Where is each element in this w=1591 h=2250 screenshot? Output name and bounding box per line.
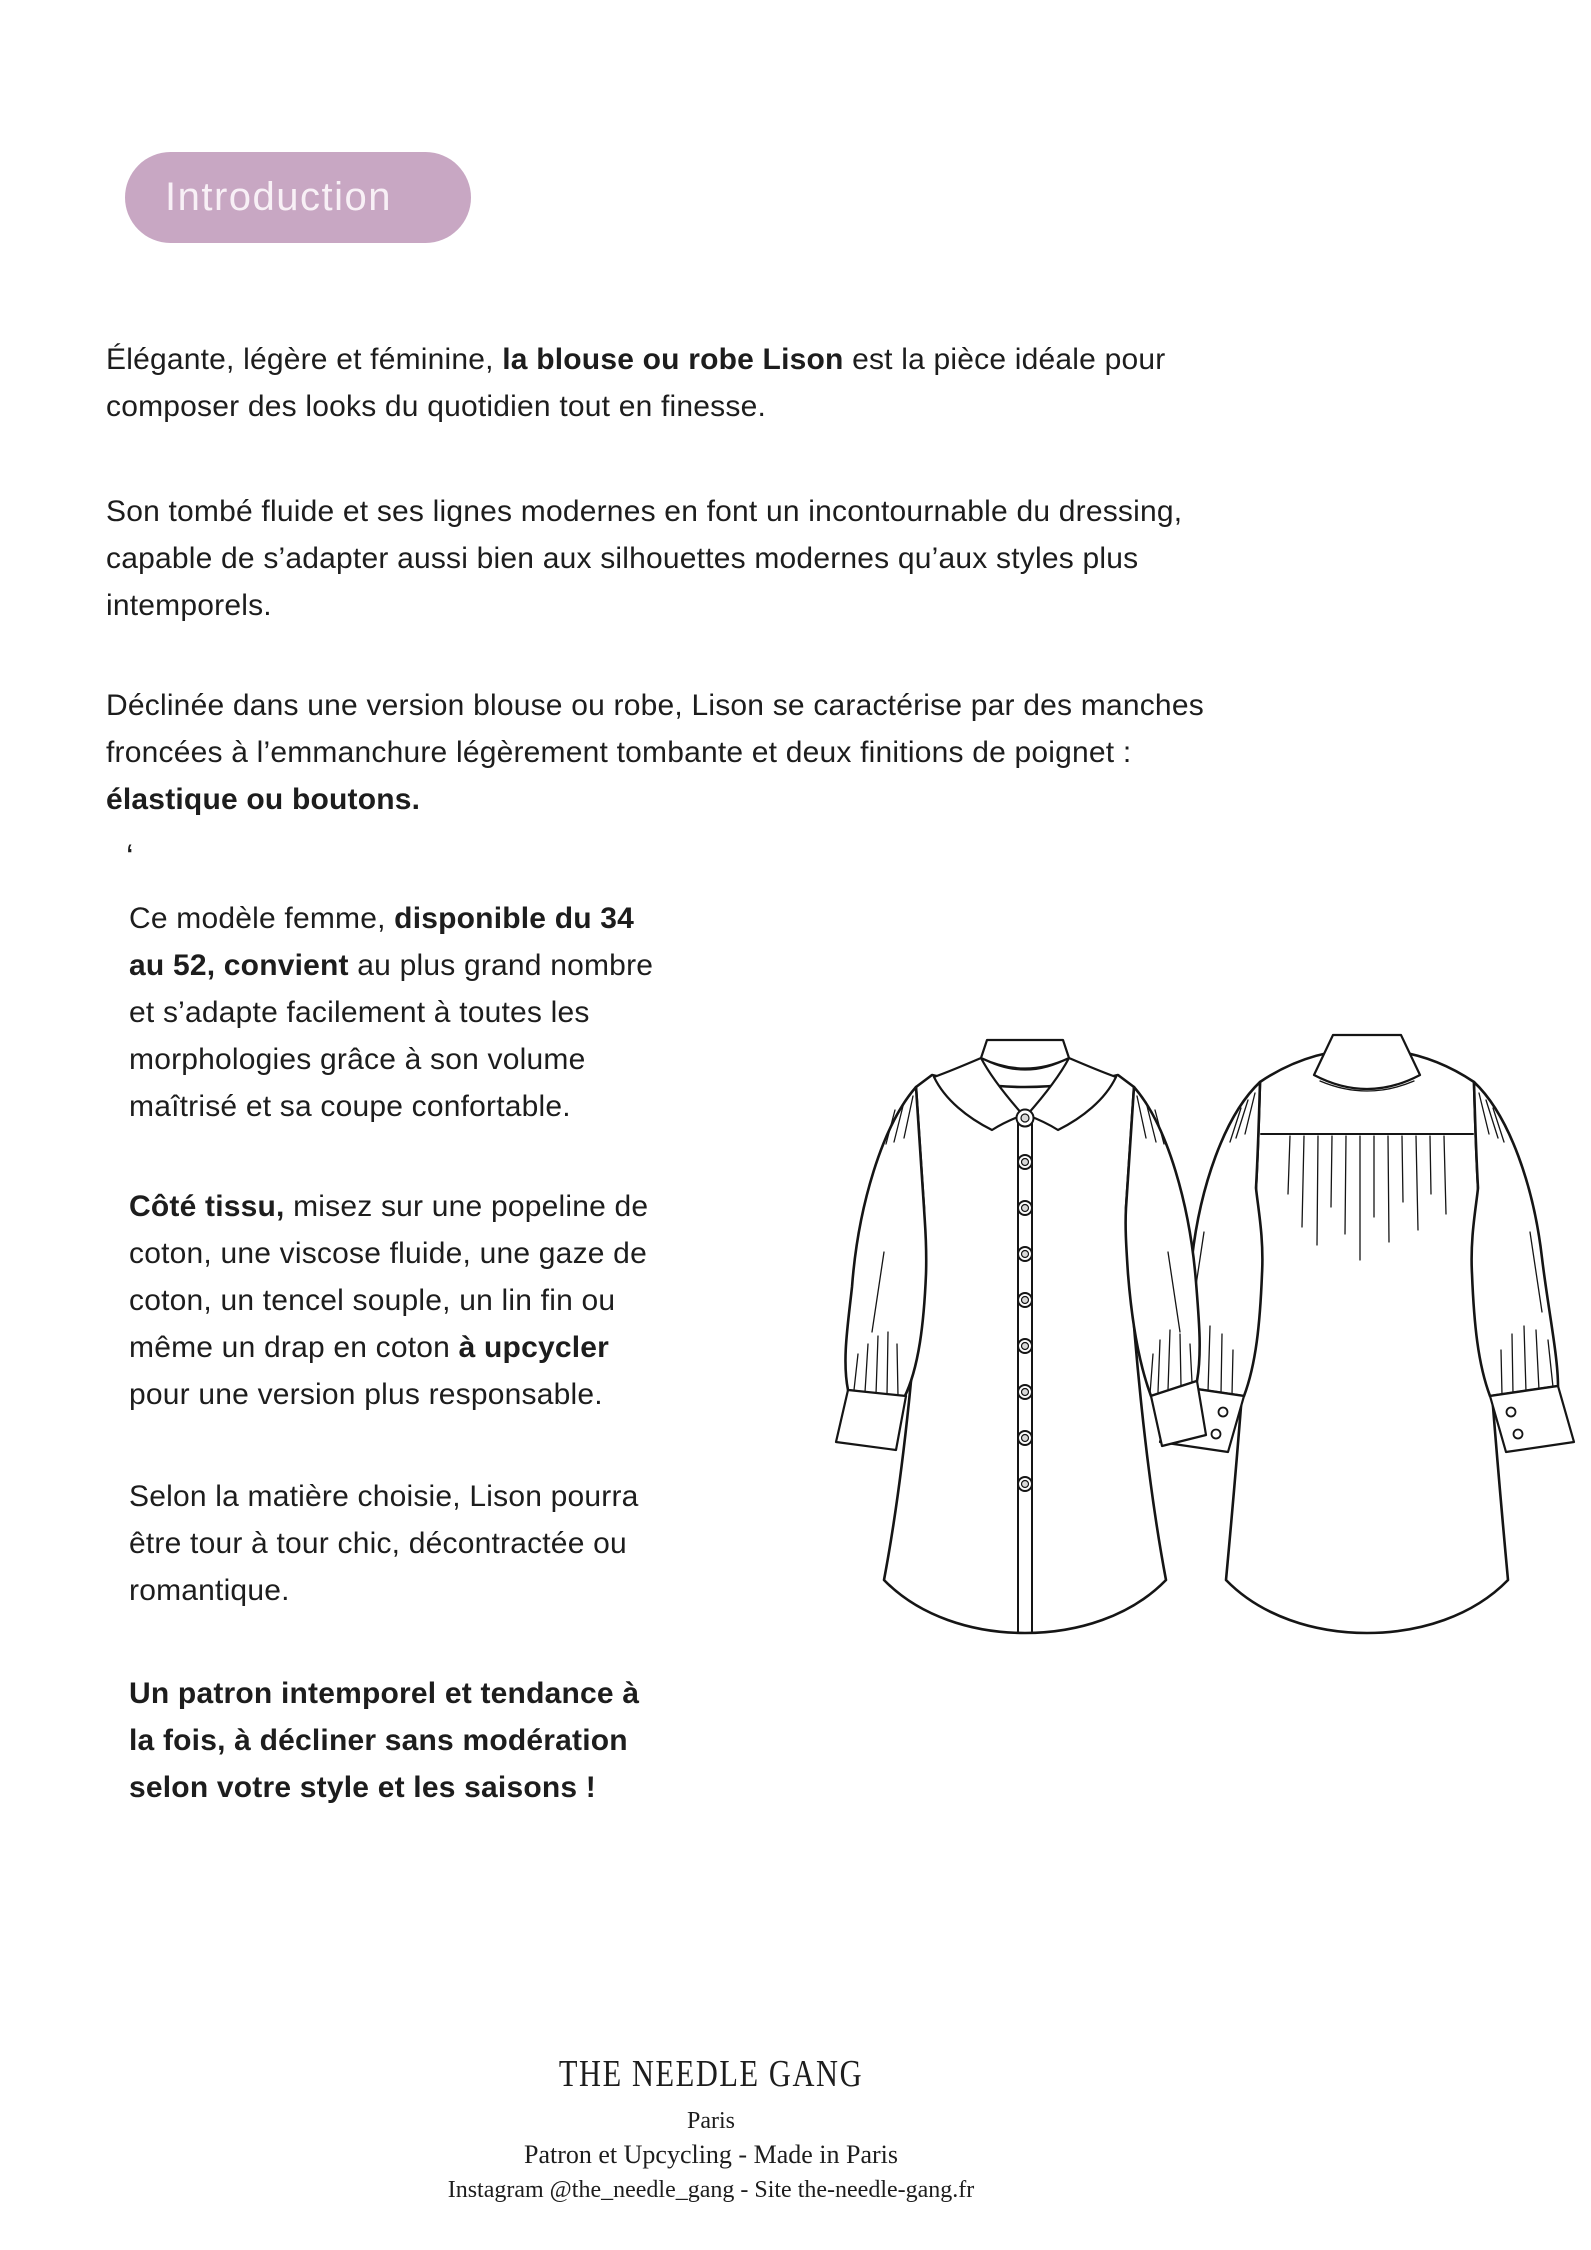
back-body bbox=[1226, 1049, 1508, 1633]
text-line bbox=[129, 1036, 653, 1083]
bold-text-segment: la blouse ou robe Lison bbox=[502, 343, 844, 376]
bold-text-segment: au 52, convient bbox=[129, 949, 349, 982]
back-cuff-right bbox=[1490, 1386, 1574, 1452]
text-line bbox=[129, 1230, 648, 1277]
text-segment: coton, un tencel souple, un lin fin ou bbox=[129, 1284, 616, 1317]
intro-paragraph-1 bbox=[106, 336, 1165, 430]
bold-text-segment: Un patron intemporel et tendance à bbox=[129, 1677, 640, 1710]
brand-logo: THE NEEDLE GANG bbox=[558, 2053, 864, 2095]
stray-quote-mark: ‘ bbox=[126, 838, 134, 876]
text-segment: au plus grand nombre bbox=[348, 949, 654, 982]
bold-text-segment: disponible du 34 bbox=[394, 902, 635, 935]
brand-city: Paris bbox=[687, 2108, 735, 2134]
column-paragraph-4 bbox=[129, 1670, 639, 1811]
text-line bbox=[129, 1670, 639, 1717]
back-sleeve-right bbox=[1472, 1082, 1558, 1396]
text-segment: morphologies grâce à son volume bbox=[129, 1043, 586, 1076]
text-segment: être tour à tour chic, décontractée ou bbox=[129, 1527, 627, 1560]
brand-contact-links: Instagram @the_needle_gang - Site the-needle-gang.fr bbox=[447, 2177, 975, 2203]
text-line bbox=[129, 1324, 648, 1371]
column-paragraph-2 bbox=[129, 1183, 648, 1418]
text-line bbox=[106, 582, 1182, 629]
text-segment: pour une version plus responsable. bbox=[129, 1378, 603, 1411]
column-paragraph-3 bbox=[129, 1473, 639, 1614]
bold-text-segment: selon votre style et les saisons ! bbox=[129, 1771, 596, 1804]
front-collar-button bbox=[1017, 1110, 1034, 1127]
text-segment: coton, une viscose fluide, une gaze de bbox=[129, 1237, 647, 1270]
text-segment: Déclinée dans une version blouse ou robe, Lison se caractérise par des manches bbox=[106, 689, 1204, 722]
text-segment: même un drap en coton bbox=[129, 1331, 459, 1364]
text-line bbox=[129, 942, 653, 989]
text-line bbox=[129, 1473, 639, 1520]
garment-technical-sketch bbox=[824, 1002, 1580, 1658]
text-line bbox=[129, 1764, 639, 1811]
text-line bbox=[106, 729, 1204, 776]
text-segment: misez sur une popeline de bbox=[284, 1190, 649, 1223]
text-segment: composer des looks du quotidien tout en finesse. bbox=[106, 390, 767, 423]
text-segment: froncées à l’emmanchure légèrement tombante et deux finitions de poignet : bbox=[106, 736, 1132, 769]
text-segment: maîtrisé et sa coupe confortable. bbox=[129, 1090, 571, 1123]
text-line bbox=[129, 1717, 639, 1764]
text-line bbox=[106, 488, 1182, 535]
text-segment: Selon la matière choisie, Lison pourra bbox=[129, 1480, 639, 1513]
brand-tagline: Patron et Upcycling - Made in Paris bbox=[523, 2140, 899, 2169]
text-line bbox=[106, 776, 1204, 823]
text-line bbox=[129, 895, 653, 942]
text-line bbox=[106, 535, 1182, 582]
intro-paragraph-3 bbox=[106, 682, 1204, 823]
bold-text-segment: élastique ou boutons. bbox=[106, 783, 421, 816]
text-line bbox=[129, 1277, 648, 1324]
back-cuff-right-button bbox=[1507, 1408, 1516, 1417]
text-line bbox=[129, 1371, 648, 1418]
back-cuff-left-button bbox=[1219, 1408, 1228, 1417]
intro-paragraph-2 bbox=[106, 488, 1182, 629]
text-line bbox=[106, 682, 1204, 729]
front-sleeve-left bbox=[845, 1087, 926, 1398]
text-line bbox=[129, 1567, 639, 1614]
bold-text-segment: la fois, à décliner sans modération bbox=[129, 1724, 628, 1757]
back-cuff-left-button bbox=[1212, 1430, 1221, 1439]
column-paragraph-1 bbox=[129, 895, 653, 1130]
back-view bbox=[1160, 1035, 1574, 1633]
bold-text-segment: à upcycler bbox=[458, 1331, 610, 1364]
text-segment: et s’adapte facilement à toutes les bbox=[129, 996, 590, 1029]
text-segment: Ce modèle femme, bbox=[129, 902, 395, 935]
text-segment: est la pièce idéale pour bbox=[843, 343, 1166, 376]
front-view bbox=[836, 1040, 1206, 1633]
section-badge: Introduction bbox=[125, 152, 471, 243]
text-segment: intemporels. bbox=[106, 589, 272, 622]
text-line bbox=[106, 383, 1165, 430]
front-cuff-left bbox=[836, 1390, 906, 1450]
text-segment: Élégante, légère et féminine, bbox=[106, 343, 503, 376]
text-segment: romantique. bbox=[129, 1574, 290, 1607]
text-line bbox=[129, 989, 653, 1036]
text-line bbox=[106, 336, 1165, 383]
back-collar bbox=[1314, 1035, 1420, 1089]
text-line bbox=[129, 1520, 639, 1567]
text-line bbox=[129, 1183, 648, 1230]
text-line bbox=[129, 1083, 653, 1130]
text-segment: Son tombé fluide et ses lignes modernes en font un incontournable du dressing, bbox=[106, 495, 1183, 528]
back-cuff-right-button bbox=[1514, 1430, 1523, 1439]
bold-text-segment: Côté tissu, bbox=[129, 1190, 285, 1223]
text-segment: capable de s’adapter aussi bien aux silhouettes modernes qu’aux styles plus bbox=[106, 542, 1139, 575]
